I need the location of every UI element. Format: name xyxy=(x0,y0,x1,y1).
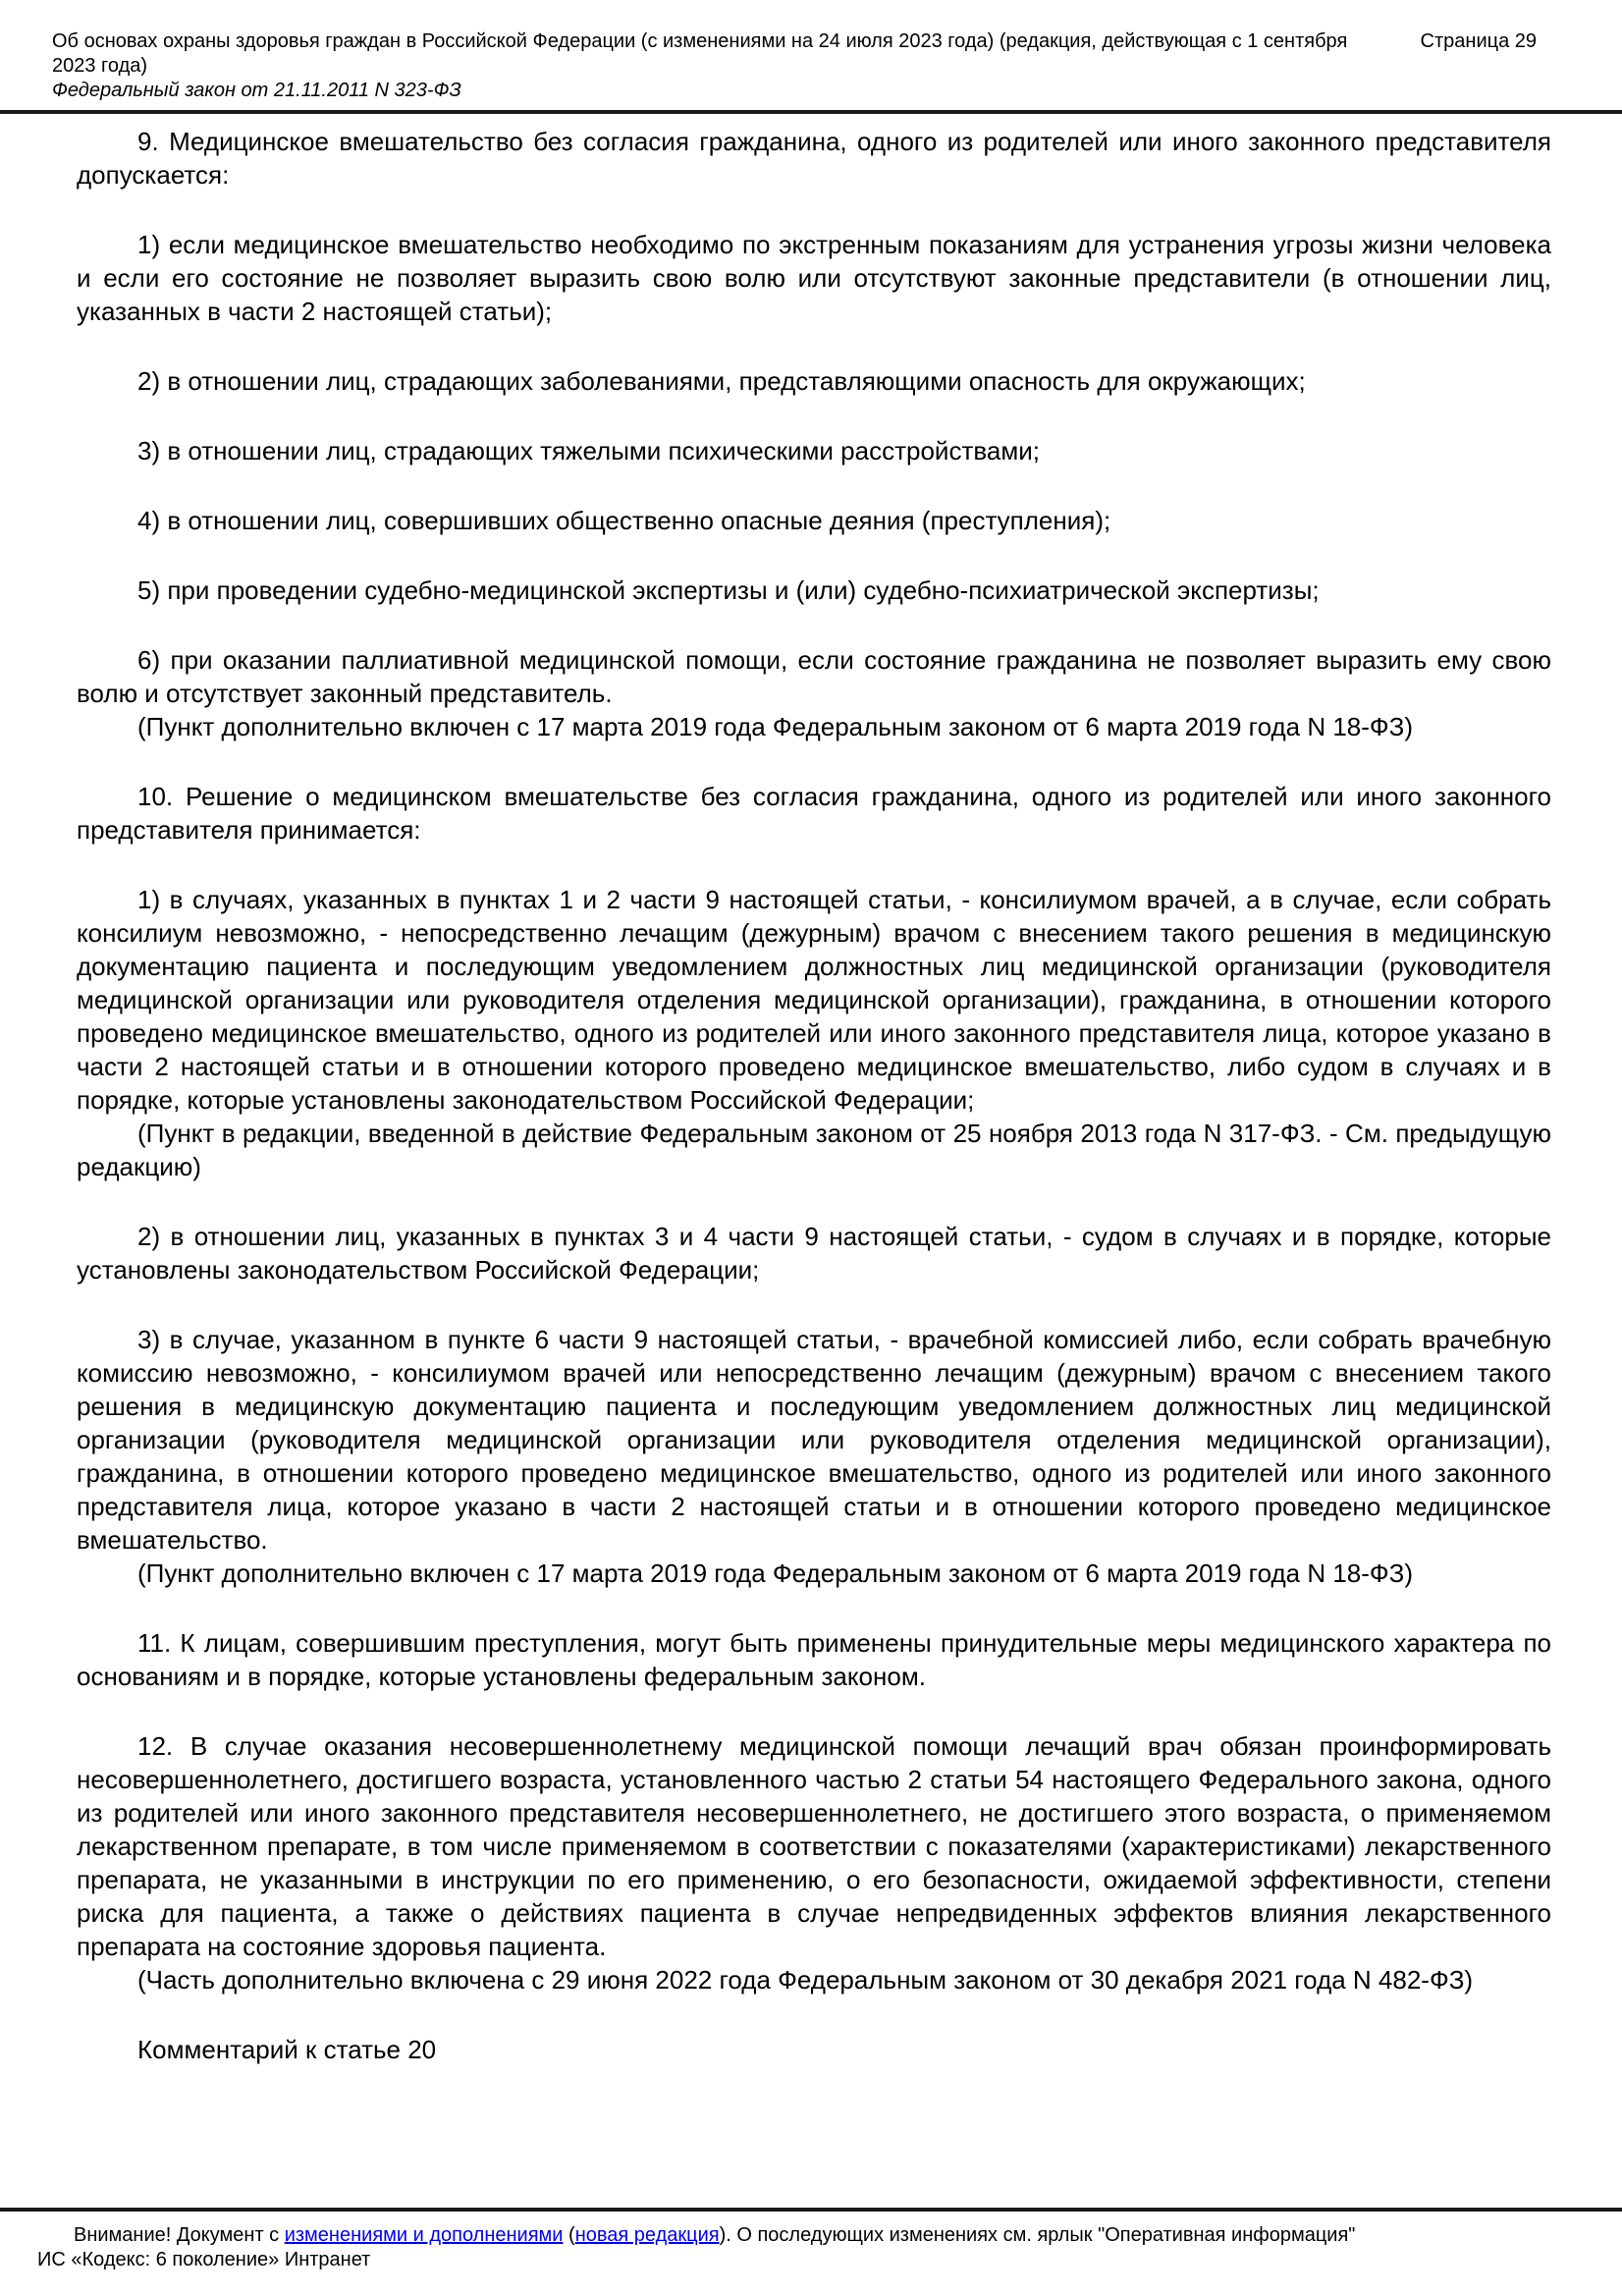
paragraph: 9. Медицинское вмешательство без согласия гражданина, одного из родителей или иного законного представителя допускается: xyxy=(77,127,1551,190)
paragraph: 5) при проведении судебно-медицинской экспертизы и (или) судебно-психиатрической экспертизы; xyxy=(137,575,1320,605)
paragraph: 3) в случае, указанном в пункте 6 части 9 настоящей статьи, - врачебной комиссией либо, если собрать врачебную комиссию невозможно, - консилиумом врачей или непосредственно лечащим (дежурным) врачом с внесением такого решения в медицинскую документацию пациента и последующим уведомлением должностных лиц медицинской организации (руководителя медицинской организации или руководителя отделения медицинской организации), гражданина, в отношении которого проведено медицинское вмешательство, одного из родителей или иного законного представителя лица, которое указано в части 2 настоящей статьи и в отношении которого проведено медицинское вмешательство. xyxy=(77,1325,1551,1555)
paragraph: 2) в отношении лиц, страдающих заболеваниями, представляющими опасность для окружающих; xyxy=(137,366,1306,396)
amendments-link[interactable]: изменениями и дополнениями xyxy=(284,2224,564,2246)
paragraph: 4) в отношении лиц, совершивших общественно опасные деяния (преступления); xyxy=(137,506,1111,535)
document-header xyxy=(0,0,1622,103)
document-footer xyxy=(0,2208,1622,2272)
paragraph: 2) в отношении лиц, указанных в пунктах 3 и 4 части 9 настоящей статьи, - судом в случаях и в порядке, которые установлены законодательством Российской Федерации; xyxy=(77,1222,1551,1285)
page-number: Страница 29 xyxy=(1420,30,1537,52)
paragraph: 1) если медицинское вмешательство необходимо по экстренным показаниям для устранения угрозы жизни человека и если его состояние не позволяет выразить свою волю или отсутствуют законные представители (в отношении лиц, указанных в части 2 настоящей статьи); xyxy=(77,230,1551,326)
footer-warning-line xyxy=(37,2223,1578,2248)
new-edition-link[interactable]: новая редакция xyxy=(574,2224,720,2246)
amendment-note: (Пункт дополнительно включен с 17 марта 2019 года Федеральным законом от 6 марта 2019 года N 18-ФЗ) xyxy=(137,712,1414,741)
document-subtitle: Федеральный закон от 21.11.2011 N 323-ФЗ xyxy=(52,80,461,101)
footer-text xyxy=(0,2212,1622,2272)
paragraph: 10. Решение о медицинском вмешательстве без согласия гражданина, одного из родителей или иного законного представителя принимается: xyxy=(77,782,1551,845)
paragraph: 1) в случаях, указанных в пунктах 1 и 2 части 9 настоящей статьи, - консилиумом врачей, а в случае, если собрать консилиум невозможно, - непосредственно лечащим (дежурным) врачом с внесением такого решения в медицинскую документацию пациента и последующим уведомлением должностных лиц медицинской организации (руководителя медицинской организации или руководителя отделения медицинской организации), гражданина, в отношении которого проведено медицинское вмешательство, одного из родителей или иного законного представителя лица, которое указано в части 2 настоящей статьи и в отношении которого проведено медицинское вмешательство, либо судом в случаях и в порядке, которые установлены законодательством Российской Федерации; xyxy=(77,885,1551,1115)
amendment-note: (Часть дополнительно включена с 29 июня 2022 года Федеральным законом от 30 декабря 2021 года N 482-ФЗ) xyxy=(137,1965,1474,1995)
footer-warning-pre: Внимание! Документ с xyxy=(74,2224,285,2246)
footer-warning-mid: ( xyxy=(563,2224,575,2246)
paragraph: 3) в отношении лиц, страдающих тяжелыми психическими расстройствами; xyxy=(137,436,1040,465)
paragraph: Комментарий к статье 20 xyxy=(137,2035,437,2064)
document-body xyxy=(0,114,1622,2066)
footer-system-label: ИС «Кодекс: 6 поколение» Интранет xyxy=(37,2249,371,2270)
amendment-note: (Пункт дополнительно включен с 17 марта 2019 года Федеральным законом от 6 марта 2019 года N 18-ФЗ) xyxy=(137,1558,1414,1588)
paragraph: 12. В случае оказания несовершеннолетнему медицинской помощи лечащий врач обязан проинформировать несовершеннолетнего, достигшего возраста, установленного частью 2 статьи 54 настоящего Федерального закона, одного из родителей или иного законного представителя несовершеннолетнего, не достигшего этого возраста, о применяемом лекарственном препарате, в том числе применяемом в соответствии с показателями (характеристиками) лекарственного препарата, не указанными в инструкции по его применению, о его безопасности, ожидаемой эффективности, степени риска для пациента, а также о действиях пациента в случае непредвиденных эффектов влияния лекарственного препарата на состояние здоровья пациента. xyxy=(77,1731,1551,1961)
paragraph: 6) при оказании паллиативной медицинской помощи, если состояние гражданина не позволяет выразить ему свою волю и отсутствует законный представитель. xyxy=(77,645,1551,708)
paragraph: 11. К лицам, совершившим преступления, могут быть применены принудительные меры медицинского характера по основаниям и в порядке, которые установлены федеральным законом. xyxy=(77,1628,1551,1691)
amendment-note: (Пункт в редакции, введенной в действие Федеральным законом от 25 ноября 2013 года N 317-ФЗ. - См. предыдущую редакцию) xyxy=(77,1119,1551,1181)
footer-warning-post: ). О последующих изменениях см. ярлык "Оперативная информация" xyxy=(719,2224,1356,2246)
document-title: Об основах охраны здоровья граждан в Российской Федерации (с изменениями на 24 июля 2023 года) (редакция, действующая с 1 сентября 2023 года) xyxy=(52,30,1348,77)
